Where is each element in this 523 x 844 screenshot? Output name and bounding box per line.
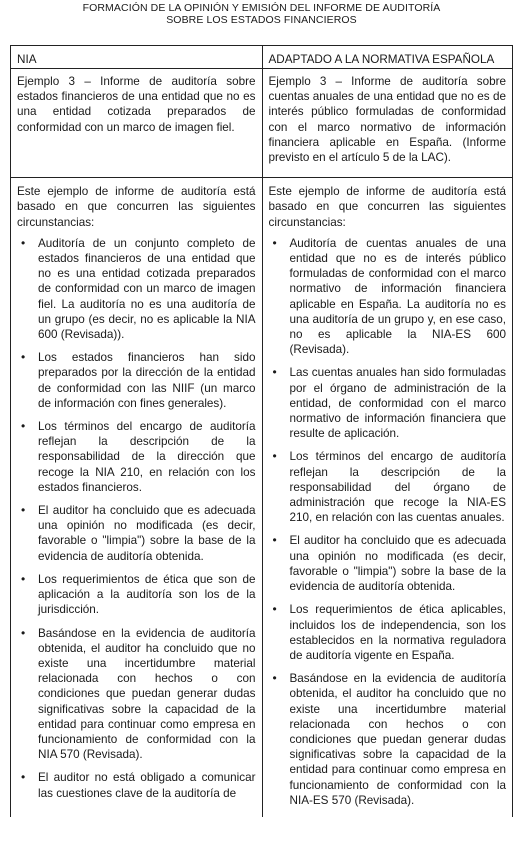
list-item: • Auditoría de cuentas anuales de una entidad que no es de interés público formuladas de conformidad con el marco normativo de información financiera aplicable en España. La auditoría no es una auditoría de un grupo y, en ese caso, no es aplicable la NIA-ES 600 (Revisada). [272, 235, 506, 357]
bullet-icon: • [272, 602, 277, 617]
list-item: • Los requerimientos de ética aplicables, incluidos los de independencia, son los establecidos en la normativa reguladora de auditoría vigente en España. [272, 602, 506, 662]
table-header-row [11, 46, 512, 69]
column-header-nia: NIA [17, 53, 37, 66]
bullet-icon: • [21, 625, 26, 640]
list-item: • Los estados financieros han sido preparados por la dirección de la entidad de conformidad con las NIIF (un marco de información con fines generales). [21, 350, 256, 410]
list-item: • Los términos del encargo de auditoría reflejan la descripción de la responsabilidad del órgano de administración que recoge la NIA-ES 210, en relación con las cuentas anuales. [272, 449, 506, 525]
header-line-2: SOBRE LOS ESTADOS FINANCIEROS [166, 14, 357, 26]
table-row-example [11, 69, 512, 178]
circumstances-cell-nia [11, 178, 262, 817]
page-header [0, 2, 523, 26]
list-item: • Auditoría de un conjunto completo de estados financieros de una entidad que no es una entidad cotizada preparados de conformidad con un marco de imagen fiel. La auditoría no es una auditoría de un grupo (es decir, no es aplicable la NIA 600 (Revisada)). [21, 235, 256, 342]
bullet-icon: • [272, 235, 277, 250]
bullet-icon: • [272, 449, 277, 464]
bullet-icon: • [21, 571, 26, 586]
bullet-list-nia [17, 236, 256, 801]
bullet-icon: • [21, 350, 26, 365]
list-item: • El auditor no está obligado a comunicar las cuestiones clave de la auditoría de [21, 770, 256, 800]
header-line-1: FORMACIÓN DE LA OPINIÓN Y EMISIÓN DEL INFORME DE AUDITORÍA [82, 2, 441, 14]
list-item: • Las cuentas anuales han sido formuladas por el órgano de administración de la entidad, de conformidad con el marco normativo de información financiera que resulte de aplicación. [272, 365, 506, 441]
list-item: • Los términos del encargo de auditoría reflejan la descripción de la responsabilidad de la dirección que recoge la NIA 210, en relación con los estados financieros. [21, 419, 256, 494]
bullet-icon: • [272, 365, 277, 380]
list-item: • El auditor ha concluido que es adecuada una opinión no modificada (es decir, favorable o "limpia") sobre la base de la evidencia de auditoría obtenida. [21, 503, 256, 563]
bullet-icon: • [21, 419, 26, 434]
column-header-normativa-espanola: ADAPTADO A LA NORMATIVA ESPAÑOLA [262, 46, 513, 68]
list-item: • Basándose en la evidencia de auditoría obtenida, el auditor ha concluido que no existe una incertidumbre material relacionada con hechos o con condiciones que puedan generar dudas significativas sobre la capacidad de la entidad para continuar como empresa en funcionamiento de conformidad con la NIA 570 (Revisada). [21, 625, 256, 762]
bullet-icon: • [272, 671, 277, 686]
bullet-icon: • [272, 533, 277, 548]
list-item: • El auditor ha concluido que es adecuada una opinión no modificada (es decir, favorable o "limpia") sobre la base de la evidencia de auditoría obtenida. [272, 533, 506, 594]
intro-text-espanola: Este ejemplo de informe de auditoría está basado en que concurren las siguientes circunstancias: [268, 185, 506, 229]
bullet-list-espanola [269, 236, 507, 808]
bullet-icon: • [21, 235, 26, 250]
list-item: • Los requerimientos de ética que son de aplicación a la auditoría son los de la jurisdicción. [21, 571, 256, 617]
table-row-circumstances [11, 178, 512, 817]
example-title-espanola: Ejemplo 3 – Informe de auditoría sobre cuentas anuales de una entidad que no es de interés público formuladas de conformidad con el marco normativo de información financiera aplicable en España. (Informe previsto en el artículo 5 de la LAC). [262, 69, 513, 177]
intro-text-nia: Este ejemplo de informe de auditoría está basado en que concurren las siguientes circunstancias: [17, 185, 256, 229]
bullet-icon: • [21, 770, 26, 785]
circumstances-cell-espanola [262, 178, 513, 817]
list-item: • Basándose en la evidencia de auditoría obtenida, el auditor ha concluido que no existe una incertidumbre material relacionada con hechos o con condiciones que puedan generar dudas significativas sobre la capacidad de la entidad para continuar como empresa en funcionamiento de conformidad con la NIA-ES 570 (Revisada). [272, 671, 506, 807]
bullet-icon: • [21, 503, 26, 518]
comparison-table [10, 45, 513, 817]
example-title-nia: Ejemplo 3 – Informe de auditoría sobre estados financieros de una entidad que no es una entidad cotizada preparados de conformidad con un marco de imagen fiel. [17, 75, 256, 134]
